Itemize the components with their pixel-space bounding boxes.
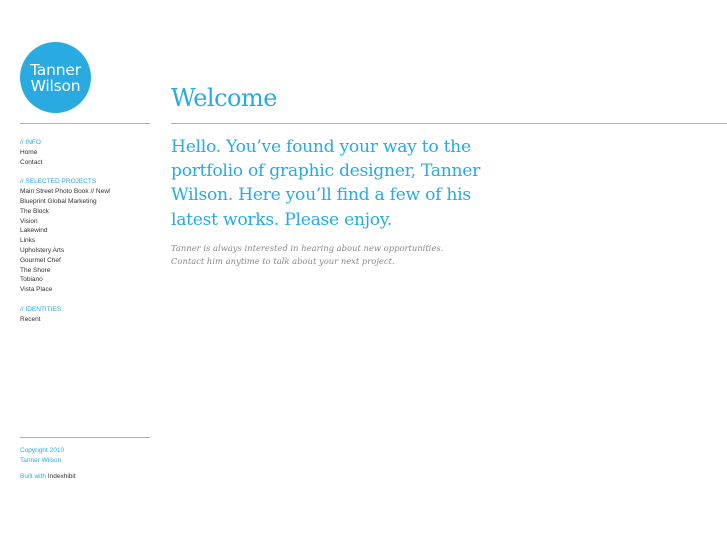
info-heading: // INFO [20, 139, 41, 146]
nav-link-lakewind[interactable]: Lakewind [20, 227, 48, 235]
identities-section [20, 305, 150, 325]
main-top-divider [171, 123, 727, 124]
logo-line-1: Tanner [30, 60, 81, 79]
selected-projects-section [20, 177, 150, 295]
nav-link-label: Main Street Photo Book [20, 188, 89, 196]
nav-link-main-street-photo-book[interactable] [20, 187, 150, 197]
nav-link-blueprint-global-marketing[interactable]: Blueprint Global Marketing [20, 197, 97, 205]
copyright-owner: Tanner Wilson [20, 456, 62, 464]
nav-link-contact[interactable]: Contact [20, 158, 43, 166]
nav-link-home[interactable]: Home [20, 148, 38, 156]
nav-link-the-shore[interactable]: The Shore [20, 266, 51, 274]
selected-projects-heading: // SELECTED PROJECTS [20, 178, 97, 186]
sidebar-top-divider [20, 123, 150, 124]
sidebar-footer-divider [20, 437, 150, 438]
page-title: Welcome [171, 84, 277, 112]
footer [20, 446, 76, 481]
identities-heading: // IDENTITIES [20, 305, 62, 313]
built-with-line [20, 472, 76, 482]
new-badge: // New! [88, 188, 111, 196]
nav-link-vista-place[interactable]: Vista Place [20, 286, 53, 294]
nav-link-the-block[interactable]: The Block [20, 207, 49, 215]
contact-note: Tanner is always interested in hearing about new opportunities. Contact him anytime to talk about your next project. [171, 243, 444, 266]
logo[interactable] [20, 42, 91, 113]
built-with-label: Built with [20, 472, 47, 480]
info-section [20, 138, 150, 167]
logo-line-2: Wilson [30, 76, 81, 95]
nav-link-gourmet-chef[interactable]: Gourmet Chef [20, 256, 61, 264]
copyright-text: Copyright 2010 [20, 447, 65, 454]
nav-link-links[interactable]: Links [20, 237, 36, 245]
intro-text: Hello. You’ve found your way to the portfolio of graphic designer, Tanner Wilson. Here you’ll find a few of his latest works. Please enjoy. [171, 137, 481, 230]
nav-link-upholstery-arts[interactable]: Upholstery Arts [20, 246, 65, 254]
nav-link-vision[interactable]: Vision [20, 217, 38, 225]
nav-link-tobiano[interactable]: Tobiano [20, 276, 43, 284]
nav-link-recent[interactable]: Recent [20, 315, 41, 323]
sidebar-nav [20, 138, 150, 335]
indexhibit-link[interactable]: Indexhibit [47, 472, 76, 480]
